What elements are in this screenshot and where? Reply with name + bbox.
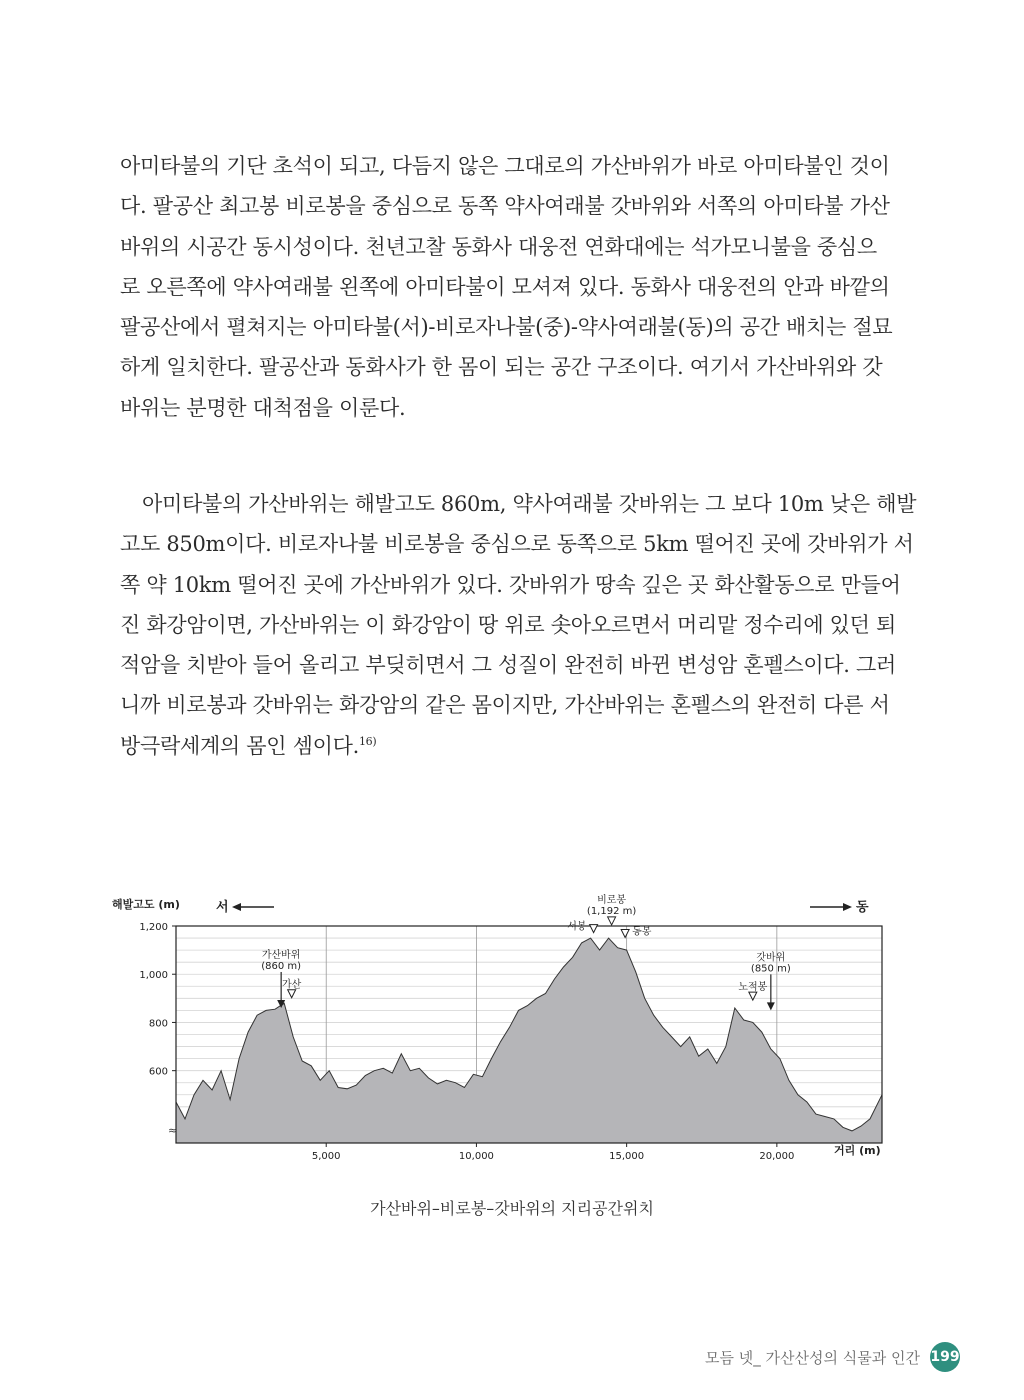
annotation	[567, 920, 597, 933]
peak-triangle-icon	[749, 992, 757, 1000]
text-line: 팔공산에서 펼쳐지는 아미타불(서)-비로자나불(중)-약사여래불(동)의 공간 배치는 절묘	[120, 315, 893, 340]
x-tick-label: 20,000	[759, 1151, 795, 1162]
text-line: 로 오른쪽에 약사여래불 왼쪽에 아미타불이 모셔져 있다. 동화사 대웅전의 안과 바깥의	[120, 274, 890, 299]
west-label: 서	[216, 900, 229, 915]
figure-caption: 가산바위–비로봉–갓바위의 지리공간위치	[370, 1199, 654, 1218]
text-line: 바위의 시공간 동시성이다. 천년고찰 동화사 대웅전 연화대에는 석가모니불을 중심으	[120, 234, 877, 259]
annotation-label: 서봉	[567, 921, 587, 933]
footnote-marker: 16)	[358, 734, 377, 748]
elevation-profile-chart	[112, 888, 902, 1168]
annotation-value: (860 m)	[261, 960, 302, 972]
peak-triangle-icon	[621, 929, 629, 937]
west-arrowhead-icon	[232, 903, 241, 911]
y-axis-label: 해발고도 (m)	[112, 898, 180, 911]
annotation	[738, 980, 767, 1000]
paragraph-2	[120, 484, 917, 766]
text-line: 적암을 치받아 들어 올리고 부딪히면서 그 성질이 완전히 바뀐 변성암 혼펠스이다. 그러	[120, 653, 897, 678]
text-line: 아미타불의 기단 초석이 되고, 다듬지 않은 그대로의 가산바위가 바로 아미타불인 것이	[120, 154, 890, 178]
text-line: 고도 850m이다. 비로자나불 비로봉을 중심으로 동쪽으로 5km 떨어진 곳에 갓바위가 서	[120, 532, 914, 557]
text-line: 바위는 분명한 대척점을 이룬다.	[120, 395, 406, 420]
last-text-line	[120, 726, 900, 766]
page-number: 199	[930, 1342, 960, 1372]
annotation	[261, 948, 301, 1008]
text-line: 니까 비로봉과 갓바위는 화강암의 같은 몸이지만, 가산바위는 혼펠스의 완전히 다른 서	[120, 693, 890, 718]
east-label: 동	[856, 900, 869, 915]
annotation-label: 동봉	[632, 926, 652, 938]
annotation-label: 가산	[281, 979, 302, 991]
annotation-label: 갓바위	[756, 952, 786, 964]
peak-triangle-icon	[590, 925, 598, 933]
east-arrowhead-icon	[843, 903, 852, 911]
annotation-value: (1,192 m)	[586, 905, 637, 917]
text-line: 아미타불의 가산바위는 해발고도 860m, 약사여래불 갓바위는 그 보다 10m 낮은 해발	[142, 492, 917, 516]
y-tick-label: 1,200	[139, 922, 168, 933]
paragraph-1	[120, 146, 900, 428]
text-line: 다. 팔공산 최고봉 비로봉을 중심으로 동쪽 약사여래불 갓바위와 서쪽의 아미타불 가산	[120, 194, 890, 219]
text-line: 방극락세계의 몸인 셈이다.	[120, 733, 359, 758]
annotation-value: (850 m)	[750, 963, 791, 975]
x-tick-label: 15,000	[609, 1151, 645, 1162]
annotation-label: 가산바위	[261, 949, 301, 961]
annotation	[282, 978, 302, 998]
chapter-title: 모듬 넷_ 가산산성의 식물과 인간	[705, 1348, 920, 1367]
page-footer	[705, 1342, 960, 1372]
east-direction-marker	[810, 900, 869, 915]
text-line: 진 화강암이면, 가산바위는 이 화강암이 땅 위로 솟아오르면서 머리맡 정수리에 있던 퇴	[120, 612, 897, 637]
x-axis-label: 거리 (m)	[834, 1144, 881, 1157]
peak-triangle-icon	[608, 917, 616, 925]
text-line: 쪽 약 10km 떨어진 곳에 가산바위가 있다. 갓바위가 땅속 깊은 곳 화산활동으로 만들어	[120, 572, 901, 597]
text-line: 하게 일치한다. 팔공산과 동화사가 한 몸이 되는 공간 구조이다. 여기서 가산바위와 갓	[120, 355, 883, 380]
peak-annotations	[261, 893, 791, 1010]
west-direction-marker	[216, 899, 274, 915]
x-tick-label: 10,000	[458, 1151, 494, 1162]
annotation-label: 노적봉	[738, 982, 768, 994]
y-tick-label: 800	[148, 1018, 168, 1030]
peak-triangle-icon	[288, 990, 296, 998]
annotation-label: 비로봉	[597, 894, 627, 906]
y-tick-label: 600	[148, 1066, 168, 1078]
annotation	[587, 893, 636, 925]
annotation-arrowhead-icon	[767, 1002, 775, 1010]
y-tick-label: 1,000	[139, 970, 168, 982]
x-tick-label: 5,000	[311, 1151, 341, 1162]
axis-break-icon: ≈	[168, 1124, 178, 1137]
annotation	[751, 950, 791, 1010]
